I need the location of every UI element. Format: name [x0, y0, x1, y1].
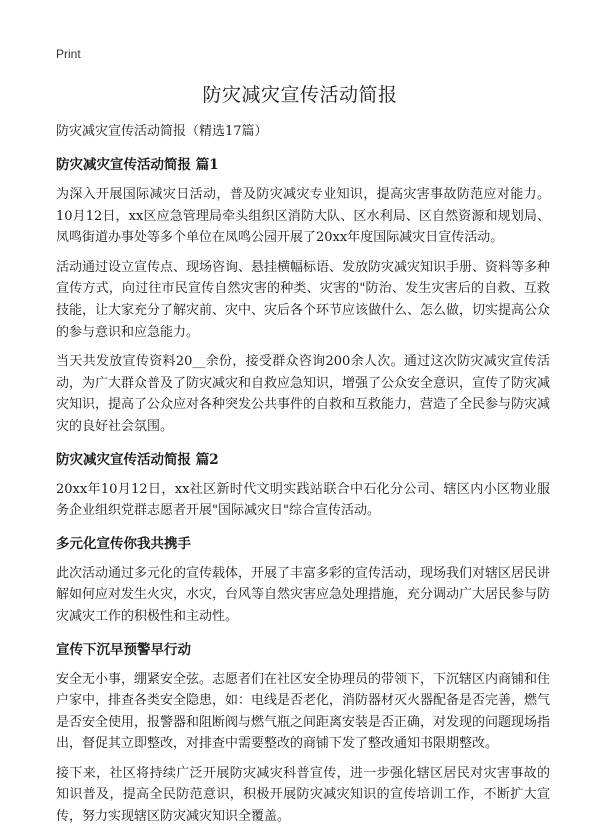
paragraph: 安全无小事，绷紧安全弦。志愿者们在社区安全协理员的带领下，下沉辖区内商铺和住户家中，排查各类安全隐患，如：电线是否老化，消防器材灭火器配备是否完善，燃气是否安全使用，报警器和阻断阀与燃气瓶之间距离安装是否正确，对发现的问题现场指出，督促其立即整改，对排查中需要整改的商铺下发了整改通知书限期整改。 [56, 671, 551, 752]
paragraph: 当天共发放宣传资料20__余份，接受群众咨询200余人次。通过这次防灾减灾宣传活动，为广大群众普及了防灾减灾和自救应急知识，增强了公众安全意识，宣传了防灾减灾知识，提高了公众应对各种突发公共事件的自救和互救能力，营造了全民参与防灾减灾的良好社会氛围。 [56, 354, 551, 434]
paragraph: 活动通过设立宣传点、现场咨询、悬挂横幅标语、发放防灾减灾知识手册、资料等多种宣传方式，向过往市民宣传自然灾害的种类、灾害的"防治、发生灾害后的自救、互救技能，让大家充分了解灾前、灾中、灾后各个环节应该做什么、怎么做，切实提高公众的参与意识和应急能力。 [56, 259, 551, 340]
print-link[interactable]: Print [56, 47, 81, 61]
section-heading-3: 多元化宣传你我共携手 [56, 535, 191, 552]
document-content [56, 122, 550, 836]
section-heading-4: 宣传下沉早预警早行动 [56, 641, 191, 658]
paragraph: 此次活动通过多元化的宣传载体，开展了丰富多彩的宣传活动，现场我们对辖区居民讲解如何应对发生火灾，水灾，台风等自然灾害应急处理措施，充分调动广大居民参与防灾减灾工作的积极性和主动性。 [56, 565, 551, 624]
section-heading-2: 防灾减灾宣传活动简报 篇2 [56, 451, 219, 468]
paragraph: 20xx年10月12日，xx社区新时代文明实践站联合中石化分公司、辖区内小区物业服务企业组织党群志愿者开展"国际减灾日"综合宣传活动。 [56, 481, 550, 519]
page-title: 防灾减灾宣传活动简报 [202, 84, 398, 106]
paragraph: 接下来，社区将持续广泛开展防灾减灾科普宣传，进一步强化辖区居民对灾害事故的 知识普及，提高全民防范意识，积极开展防灾减灾知识的宣传培训工作，不断扩大宣传，努力实现辖区防灾减灾知识全覆盖。 [56, 765, 550, 825]
document-subtitle: 防灾减灾宣传活动简报（精选17篇） [56, 124, 268, 139]
section-heading-1: 防灾减灾宣传活动简报 篇1 [56, 157, 219, 173]
paragraph: 为深入开展国际减灾日活动，普及防灾减灾专业知识，提高灾害事故防范应对能力。10月12日，xx区应急管理局牵头组织区消防大队、区水利局、区自然资源和规划局、凤鸣街道办事处等多个单位在凤鸣公园开展了20xx年度国际减灾日宣传活动。 [56, 187, 550, 246]
